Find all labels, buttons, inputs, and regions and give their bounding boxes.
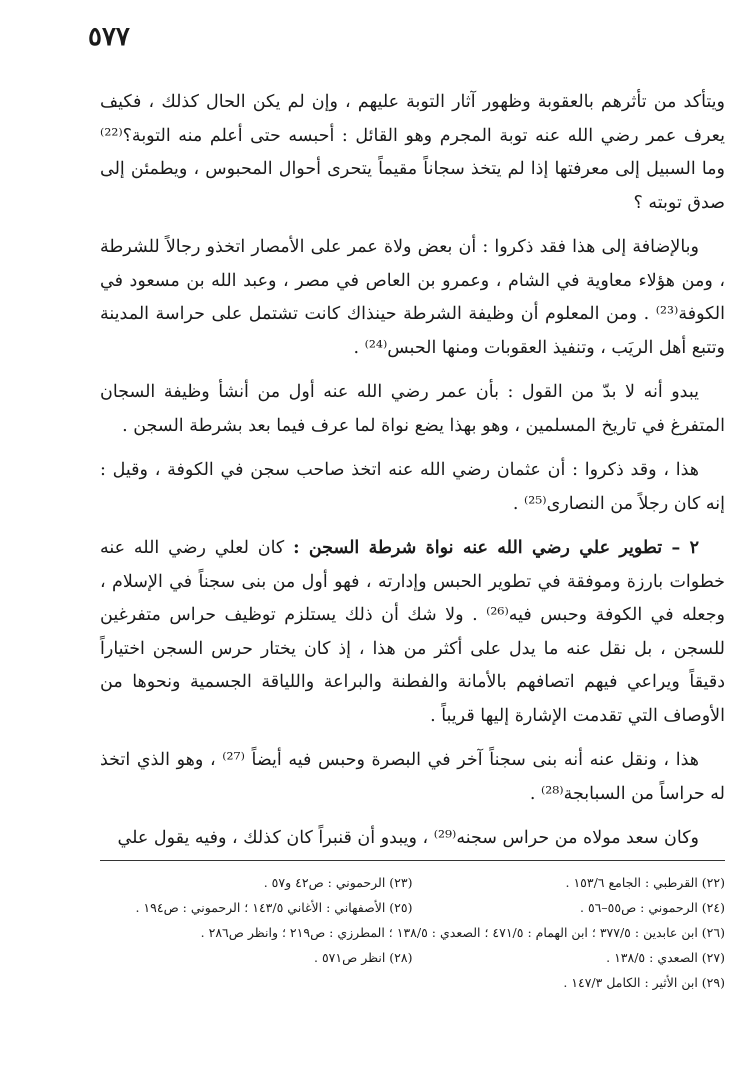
footnote-24: (٢٤) الرحموني : ص٥٥–٥٦ .	[579, 900, 725, 915]
footnote-28: (٢٨) انظر ص٥٧١ .	[314, 950, 413, 965]
footnote-23: (٢٣) الرحموني : ص٤٢ و٥٧ .	[263, 875, 413, 890]
main-text	[100, 86, 725, 867]
section-paragraph	[100, 532, 725, 733]
footnote-row	[100, 870, 725, 895]
footnote-27: (٢٧) الصعدي : ١٣٨/٥ .	[606, 950, 725, 965]
footnote-divider	[100, 860, 725, 861]
footnotes	[100, 870, 725, 995]
paragraph: هذا ، وقد ذكروا : أن عثمان رضي الله عنه اتخذ صاحب سجن في الكوفة ، وقيل : إنه كان رجلاً من النصارى⁽²⁵⁾ .	[100, 460, 725, 514]
page-number: ٥٧٧	[88, 22, 130, 52]
section-text: كان لعلي رضي الله عنه خطوات بارزة وموفقة في تطوير الحبس وإدارته ، فهو أول من بنى سجناً في الإسلام ، وجعله في الكوفة وحبس فيه⁽²⁶⁾ . ولا شك أن ذلك يستلزم توظيف حراس متفرغين للسجن ، بل نقل عنه ما يدل على أكثر من هذا ، إذ كان يختار حرس السجن اختياراً دقيقاً ويراعي فيهم اتصافهم بالأمانة والفطنة والبراعة واللياقة الجسمية ونحوها من الأوصاف التي تقدمت الإشارة إليها قريباً .	[100, 538, 725, 726]
footnote-row	[100, 895, 725, 920]
paragraph: وكان سعد مولاه من حراس سجنه⁽²⁹⁾ ، ويبدو أن قنبراً كان كذلك ، وفيه يقول علي	[117, 828, 699, 848]
footnote-26: (٢٦) ابن عابدين : ٣٧٧/٥ ؛ ابن الهمام : ٤٧١/٥ ؛ الصعدي : ١٣٨/٥ ؛ المطرزي : ص٢١٩ ؛ وانظر ص٢٨٦ .	[200, 925, 725, 940]
footnote-22: (٢٢) القرطبي : الجامع ١٥٣/٦ .	[565, 875, 725, 890]
paragraph: ويتأكد من تأثرهم بالعقوبة وظهور آثار التوبة عليهم ، وإن لم يكن الحال كذلك ، فكيف يعرف عمر رضي الله عنه توبة المجرم وهو القائل : أحبسه حتى أعلم منه التوبة؟⁽²²⁾ وما السبيل إلى معرفتها إذا لم يتخذ سجاناً مقيماً يتحرى أحوال المحبوس ، ويطمئن إلى صدق توبته ؟	[100, 92, 725, 213]
paragraph: يبدو أنه لا بدّ من القول : بأن عمر رضي الله عنه أول من أنشأ وظيفة السجان المتفرغ في تاريخ المسلمين ، وهو بهذا يضع نواة لما عرف فيما بعد بشرطة السجن .	[100, 382, 725, 436]
paragraph: وبالإضافة إلى هذا فقد ذكروا : أن بعض ولاة عمر على الأمصار اتخذو رجالاً للشرطة ، ومن هؤلاء معاوية في الشام ، وعمرو بن العاص في مصر ، وعبد الله بن مسعود في الكوفة⁽²³⁾ . ومن المعلوم أن وظيفة الشرطة حينذاك كانت تشتمل على حراسة المدينة وتتبع أهل الريَب ، وتنفيذ العقوبات ومنها الحبس⁽²⁴⁾ .	[100, 237, 725, 358]
footnote-row	[100, 970, 725, 995]
footnote-29: (٢٩) ابن الأثير : الكامل ١٤٧/٣ .	[563, 975, 725, 990]
footnote-row	[100, 920, 725, 945]
paragraph: هذا ، ونقل عنه أنه بنى سجناً آخر في البصرة وحبس فيه أيضاً ⁽²⁷⁾ ، وهو الذي اتخذ له حراساً من السبابجة⁽²⁸⁾ .	[100, 750, 725, 804]
footnote-25: (٢٥) الأصفهاني : الأغاني ١٤٣/٥ ؛ الرحموني : ص١٩٤ .	[135, 900, 413, 915]
section-heading: ٢ – تطوير علي رضي الله عنه نواة شرطة السجن :	[293, 538, 699, 558]
footnote-row	[100, 945, 725, 970]
